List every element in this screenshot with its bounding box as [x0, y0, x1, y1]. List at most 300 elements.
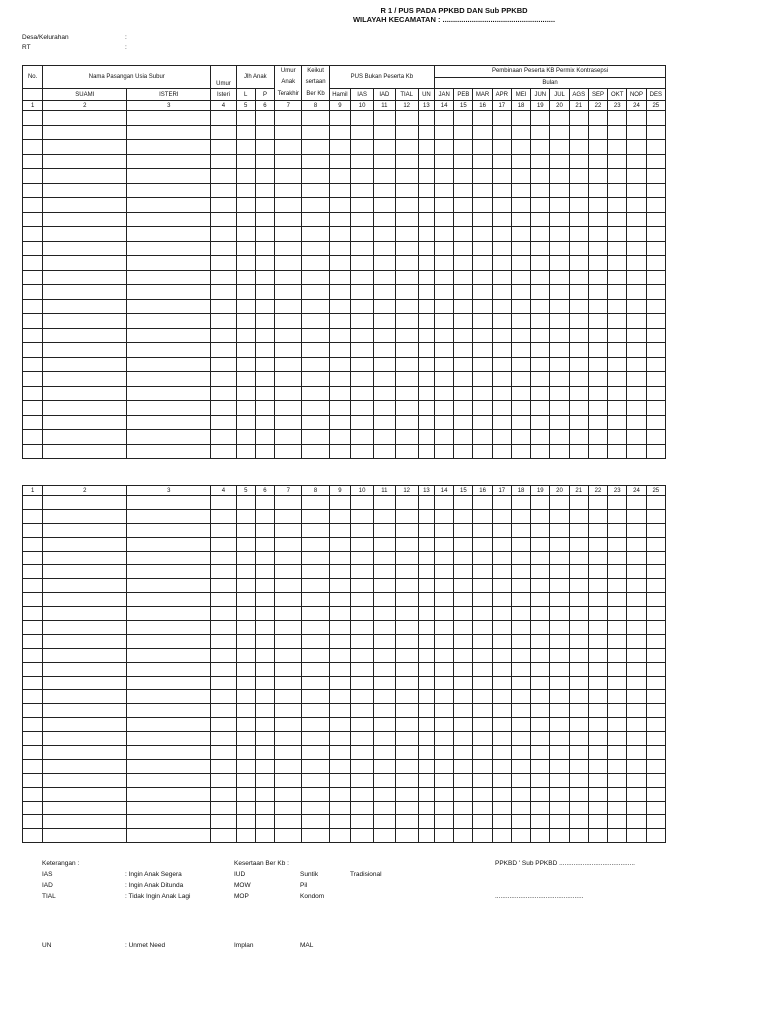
entry-cell[interactable] — [531, 621, 550, 635]
entry-cell[interactable] — [127, 357, 211, 372]
entry-cell[interactable] — [275, 537, 302, 551]
entry-cell[interactable] — [418, 241, 434, 256]
entry-cell[interactable] — [275, 256, 302, 271]
entry-cell[interactable] — [569, 415, 588, 430]
entry-cell[interactable] — [588, 551, 607, 565]
entry-cell[interactable] — [302, 343, 329, 358]
entry-cell[interactable] — [588, 343, 607, 358]
entry-cell[interactable] — [350, 401, 373, 416]
entry-cell[interactable] — [275, 227, 302, 242]
entry-cell[interactable] — [43, 593, 127, 607]
entry-cell[interactable] — [255, 732, 274, 746]
entry-cell[interactable] — [492, 746, 511, 760]
entry-cell[interactable] — [211, 690, 236, 704]
entry-cell[interactable] — [588, 718, 607, 732]
entry-cell[interactable] — [511, 256, 530, 271]
entry-cell[interactable] — [550, 704, 569, 718]
entry-cell[interactable] — [211, 593, 236, 607]
entry-cell[interactable] — [569, 815, 588, 829]
entry-cell[interactable] — [275, 621, 302, 635]
entry-cell[interactable] — [418, 299, 434, 314]
entry-cell[interactable] — [211, 401, 236, 416]
entry-cell[interactable] — [435, 704, 454, 718]
entry-cell[interactable] — [23, 343, 43, 358]
entry-cell[interactable] — [473, 241, 492, 256]
entry-cell[interactable] — [43, 415, 127, 430]
entry-cell[interactable] — [531, 140, 550, 155]
entry-cell[interactable] — [302, 496, 329, 510]
entry-cell[interactable] — [608, 140, 627, 155]
entry-cell[interactable] — [646, 676, 665, 690]
entry-cell[interactable] — [550, 140, 569, 155]
entry-cell[interactable] — [435, 401, 454, 416]
entry-cell[interactable] — [454, 509, 473, 523]
entry-cell[interactable] — [23, 759, 43, 773]
entry-cell[interactable] — [127, 299, 211, 314]
entry-cell[interactable] — [473, 444, 492, 459]
entry-cell[interactable] — [511, 198, 530, 213]
entry-cell[interactable] — [492, 565, 511, 579]
entry-cell[interactable] — [473, 183, 492, 198]
entry-cell[interactable] — [646, 648, 665, 662]
entry-cell[interactable] — [550, 401, 569, 416]
entry-cell[interactable] — [646, 372, 665, 387]
entry-cell[interactable] — [275, 829, 302, 843]
entry-cell[interactable] — [302, 415, 329, 430]
entry-cell[interactable] — [454, 198, 473, 213]
entry-cell[interactable] — [550, 314, 569, 329]
entry-cell[interactable] — [350, 328, 373, 343]
entry-cell[interactable] — [418, 704, 434, 718]
entry-cell[interactable] — [550, 270, 569, 285]
entry-cell[interactable] — [302, 227, 329, 242]
entry-cell[interactable] — [492, 198, 511, 213]
entry-cell[interactable] — [127, 343, 211, 358]
entry-cell[interactable] — [435, 227, 454, 242]
entry-cell[interactable] — [608, 829, 627, 843]
entry-cell[interactable] — [302, 125, 329, 140]
entry-cell[interactable] — [588, 634, 607, 648]
entry-cell[interactable] — [374, 621, 395, 635]
entry-cell[interactable] — [236, 111, 255, 126]
entry-cell[interactable] — [473, 634, 492, 648]
entry-cell[interactable] — [275, 343, 302, 358]
entry-cell[interactable] — [418, 829, 434, 843]
entry-cell[interactable] — [127, 565, 211, 579]
entry-cell[interactable] — [374, 314, 395, 329]
entry-cell[interactable] — [531, 537, 550, 551]
entry-cell[interactable] — [550, 509, 569, 523]
entry-cell[interactable] — [627, 270, 646, 285]
entry-cell[interactable] — [454, 607, 473, 621]
entry-cell[interactable] — [531, 270, 550, 285]
entry-cell[interactable] — [418, 285, 434, 300]
entry-cell[interactable] — [511, 241, 530, 256]
entry-cell[interactable] — [550, 212, 569, 227]
entry-cell[interactable] — [302, 787, 329, 801]
entry-cell[interactable] — [275, 565, 302, 579]
entry-cell[interactable] — [550, 285, 569, 300]
entry-cell[interactable] — [473, 415, 492, 430]
entry-cell[interactable] — [569, 314, 588, 329]
entry-cell[interactable] — [608, 759, 627, 773]
entry-cell[interactable] — [302, 198, 329, 213]
entry-cell[interactable] — [23, 704, 43, 718]
entry-cell[interactable] — [127, 198, 211, 213]
entry-cell[interactable] — [473, 787, 492, 801]
entry-cell[interactable] — [627, 621, 646, 635]
entry-cell[interactable] — [418, 718, 434, 732]
entry-cell[interactable] — [531, 759, 550, 773]
entry-cell[interactable] — [395, 212, 418, 227]
entry-cell[interactable] — [329, 125, 350, 140]
entry-cell[interactable] — [127, 704, 211, 718]
entry-cell[interactable] — [454, 357, 473, 372]
entry-cell[interactable] — [569, 648, 588, 662]
entry-cell[interactable] — [395, 676, 418, 690]
entry-cell[interactable] — [511, 285, 530, 300]
entry-cell[interactable] — [454, 829, 473, 843]
entry-cell[interactable] — [569, 773, 588, 787]
entry-cell[interactable] — [569, 732, 588, 746]
entry-cell[interactable] — [350, 154, 373, 169]
entry-cell[interactable] — [627, 299, 646, 314]
entry-cell[interactable] — [418, 154, 434, 169]
entry-cell[interactable] — [127, 270, 211, 285]
entry-cell[interactable] — [395, 773, 418, 787]
entry-cell[interactable] — [43, 140, 127, 155]
entry-cell[interactable] — [646, 704, 665, 718]
entry-cell[interactable] — [275, 430, 302, 445]
entry-cell[interactable] — [569, 212, 588, 227]
entry-cell[interactable] — [350, 285, 373, 300]
entry-cell[interactable] — [588, 328, 607, 343]
entry-cell[interactable] — [418, 523, 434, 537]
entry-cell[interactable] — [550, 718, 569, 732]
entry-cell[interactable] — [302, 212, 329, 227]
entry-cell[interactable] — [454, 496, 473, 510]
entry-cell[interactable] — [418, 690, 434, 704]
entry-cell[interactable] — [646, 256, 665, 271]
entry-cell[interactable] — [608, 415, 627, 430]
entry-cell[interactable] — [627, 690, 646, 704]
entry-cell[interactable] — [43, 676, 127, 690]
entry-cell[interactable] — [329, 241, 350, 256]
entry-cell[interactable] — [275, 270, 302, 285]
entry-cell[interactable] — [608, 801, 627, 815]
entry-cell[interactable] — [550, 829, 569, 843]
entry-cell[interactable] — [492, 154, 511, 169]
entry-cell[interactable] — [646, 430, 665, 445]
entry-cell[interactable] — [418, 401, 434, 416]
entry-cell[interactable] — [23, 415, 43, 430]
entry-cell[interactable] — [329, 704, 350, 718]
entry-cell[interactable] — [473, 386, 492, 401]
entry-cell[interactable] — [588, 593, 607, 607]
entry-cell[interactable] — [43, 169, 127, 184]
entry-cell[interactable] — [275, 732, 302, 746]
entry-cell[interactable] — [418, 430, 434, 445]
entry-cell[interactable] — [569, 444, 588, 459]
entry-cell[interactable] — [351, 732, 374, 746]
entry-cell[interactable] — [395, 662, 418, 676]
entry-cell[interactable] — [550, 690, 569, 704]
entry-cell[interactable] — [329, 732, 350, 746]
entry-cell[interactable] — [627, 372, 646, 387]
entry-cell[interactable] — [275, 718, 302, 732]
entry-cell[interactable] — [550, 343, 569, 358]
entry-cell[interactable] — [275, 593, 302, 607]
entry-cell[interactable] — [531, 801, 550, 815]
entry-cell[interactable] — [550, 815, 569, 829]
entry-cell[interactable] — [569, 227, 588, 242]
entry-cell[interactable] — [550, 621, 569, 635]
entry-cell[interactable] — [127, 690, 211, 704]
entry-cell[interactable] — [569, 299, 588, 314]
entry-cell[interactable] — [492, 386, 511, 401]
entry-cell[interactable] — [588, 759, 607, 773]
entry-cell[interactable] — [418, 634, 434, 648]
entry-cell[interactable] — [608, 212, 627, 227]
entry-cell[interactable] — [531, 704, 550, 718]
entry-cell[interactable] — [531, 746, 550, 760]
entry-cell[interactable] — [588, 523, 607, 537]
entry-cell[interactable] — [435, 676, 454, 690]
entry-cell[interactable] — [236, 285, 255, 300]
entry-cell[interactable] — [395, 241, 418, 256]
entry-cell[interactable] — [435, 829, 454, 843]
entry-cell[interactable] — [473, 270, 492, 285]
entry-cell[interactable] — [569, 241, 588, 256]
entry-cell[interactable] — [275, 299, 302, 314]
entry-cell[interactable] — [350, 169, 373, 184]
entry-cell[interactable] — [627, 551, 646, 565]
entry-cell[interactable] — [531, 183, 550, 198]
entry-cell[interactable] — [418, 372, 434, 387]
entry-cell[interactable] — [255, 227, 274, 242]
entry-cell[interactable] — [627, 648, 646, 662]
entry-cell[interactable] — [23, 829, 43, 843]
entry-cell[interactable] — [395, 607, 418, 621]
entry-cell[interactable] — [418, 444, 434, 459]
entry-cell[interactable] — [275, 634, 302, 648]
entry-cell[interactable] — [435, 509, 454, 523]
entry-cell[interactable] — [329, 759, 350, 773]
entry-cell[interactable] — [435, 328, 454, 343]
entry-cell[interactable] — [329, 787, 350, 801]
entry-cell[interactable] — [418, 732, 434, 746]
entry-cell[interactable] — [329, 773, 350, 787]
entry-cell[interactable] — [351, 746, 374, 760]
entry-cell[interactable] — [435, 183, 454, 198]
entry-cell[interactable] — [127, 634, 211, 648]
entry-cell[interactable] — [511, 607, 530, 621]
entry-cell[interactable] — [492, 212, 511, 227]
entry-cell[interactable] — [275, 198, 302, 213]
entry-cell[interactable] — [569, 634, 588, 648]
entry-cell[interactable] — [127, 662, 211, 676]
entry-cell[interactable] — [211, 241, 236, 256]
entry-cell[interactable] — [255, 140, 274, 155]
entry-cell[interactable] — [454, 299, 473, 314]
entry-cell[interactable] — [23, 773, 43, 787]
entry-cell[interactable] — [127, 111, 211, 126]
entry-cell[interactable] — [374, 343, 395, 358]
entry-cell[interactable] — [374, 154, 395, 169]
entry-cell[interactable] — [550, 256, 569, 271]
entry-cell[interactable] — [608, 270, 627, 285]
entry-cell[interactable] — [211, 787, 236, 801]
entry-cell[interactable] — [236, 328, 255, 343]
entry-cell[interactable] — [374, 704, 395, 718]
entry-cell[interactable] — [550, 634, 569, 648]
entry-cell[interactable] — [492, 140, 511, 155]
entry-cell[interactable] — [531, 415, 550, 430]
entry-cell[interactable] — [127, 372, 211, 387]
entry-cell[interactable] — [43, 537, 127, 551]
entry-cell[interactable] — [236, 386, 255, 401]
entry-cell[interactable] — [127, 732, 211, 746]
entry-cell[interactable] — [127, 593, 211, 607]
entry-cell[interactable] — [454, 732, 473, 746]
entry-cell[interactable] — [569, 198, 588, 213]
entry-cell[interactable] — [531, 256, 550, 271]
entry-cell[interactable] — [492, 690, 511, 704]
entry-cell[interactable] — [127, 256, 211, 271]
entry-cell[interactable] — [473, 829, 492, 843]
entry-cell[interactable] — [329, 401, 350, 416]
entry-cell[interactable] — [627, 496, 646, 510]
entry-cell[interactable] — [588, 537, 607, 551]
entry-cell[interactable] — [608, 401, 627, 416]
entry-cell[interactable] — [255, 787, 274, 801]
entry-cell[interactable] — [627, 430, 646, 445]
entry-cell[interactable] — [646, 314, 665, 329]
entry-cell[interactable] — [492, 787, 511, 801]
entry-cell[interactable] — [418, 343, 434, 358]
entry-cell[interactable] — [374, 690, 395, 704]
entry-cell[interactable] — [473, 299, 492, 314]
entry-cell[interactable] — [492, 241, 511, 256]
entry-cell[interactable] — [236, 154, 255, 169]
entry-cell[interactable] — [454, 718, 473, 732]
entry-cell[interactable] — [492, 676, 511, 690]
entry-cell[interactable] — [43, 523, 127, 537]
entry-cell[interactable] — [454, 314, 473, 329]
entry-cell[interactable] — [646, 386, 665, 401]
entry-cell[interactable] — [646, 154, 665, 169]
entry-cell[interactable] — [454, 634, 473, 648]
entry-cell[interactable] — [329, 634, 350, 648]
entry-cell[interactable] — [211, 704, 236, 718]
entry-cell[interactable] — [275, 125, 302, 140]
entry-cell[interactable] — [23, 227, 43, 242]
entry-cell[interactable] — [211, 256, 236, 271]
entry-cell[interactable] — [454, 648, 473, 662]
entry-cell[interactable] — [608, 183, 627, 198]
entry-cell[interactable] — [473, 704, 492, 718]
entry-cell[interactable] — [627, 815, 646, 829]
entry-cell[interactable] — [255, 759, 274, 773]
entry-cell[interactable] — [473, 718, 492, 732]
entry-cell[interactable] — [329, 256, 350, 271]
entry-cell[interactable] — [275, 357, 302, 372]
entry-cell[interactable] — [329, 676, 350, 690]
entry-cell[interactable] — [302, 314, 329, 329]
entry-cell[interactable] — [255, 386, 274, 401]
entry-cell[interactable] — [43, 198, 127, 213]
entry-cell[interactable] — [627, 662, 646, 676]
entry-cell[interactable] — [302, 579, 329, 593]
entry-cell[interactable] — [550, 773, 569, 787]
entry-cell[interactable] — [454, 565, 473, 579]
entry-cell[interactable] — [588, 732, 607, 746]
entry-cell[interactable] — [492, 401, 511, 416]
entry-cell[interactable] — [492, 579, 511, 593]
entry-cell[interactable] — [550, 111, 569, 126]
entry-cell[interactable] — [374, 759, 395, 773]
entry-cell[interactable] — [511, 704, 530, 718]
entry-cell[interactable] — [127, 551, 211, 565]
entry-cell[interactable] — [23, 256, 43, 271]
entry-cell[interactable] — [43, 256, 127, 271]
entry-cell[interactable] — [550, 565, 569, 579]
entry-cell[interactable] — [569, 154, 588, 169]
entry-cell[interactable] — [454, 551, 473, 565]
entry-cell[interactable] — [211, 815, 236, 829]
entry-cell[interactable] — [627, 125, 646, 140]
entry-cell[interactable] — [511, 227, 530, 242]
entry-cell[interactable] — [236, 759, 255, 773]
entry-cell[interactable] — [646, 537, 665, 551]
entry-cell[interactable] — [127, 746, 211, 760]
entry-cell[interactable] — [492, 496, 511, 510]
entry-cell[interactable] — [395, 256, 418, 271]
entry-cell[interactable] — [588, 241, 607, 256]
entry-cell[interactable] — [492, 111, 511, 126]
entry-cell[interactable] — [211, 579, 236, 593]
entry-cell[interactable] — [329, 212, 350, 227]
entry-cell[interactable] — [473, 746, 492, 760]
entry-cell[interactable] — [351, 718, 374, 732]
entry-cell[interactable] — [211, 198, 236, 213]
entry-cell[interactable] — [435, 343, 454, 358]
entry-cell[interactable] — [588, 415, 607, 430]
entry-cell[interactable] — [351, 509, 374, 523]
entry-cell[interactable] — [255, 593, 274, 607]
entry-cell[interactable] — [127, 523, 211, 537]
entry-cell[interactable] — [395, 444, 418, 459]
entry-cell[interactable] — [302, 704, 329, 718]
entry-cell[interactable] — [473, 430, 492, 445]
entry-cell[interactable] — [329, 386, 350, 401]
entry-cell[interactable] — [43, 270, 127, 285]
entry-cell[interactable] — [608, 523, 627, 537]
entry-cell[interactable] — [329, 621, 350, 635]
entry-cell[interactable] — [395, 593, 418, 607]
entry-cell[interactable] — [627, 241, 646, 256]
entry-cell[interactable] — [473, 579, 492, 593]
entry-cell[interactable] — [236, 125, 255, 140]
entry-cell[interactable] — [435, 270, 454, 285]
entry-cell[interactable] — [473, 607, 492, 621]
entry-cell[interactable] — [511, 357, 530, 372]
entry-cell[interactable] — [395, 815, 418, 829]
entry-cell[interactable] — [418, 537, 434, 551]
entry-cell[interactable] — [454, 621, 473, 635]
entry-cell[interactable] — [473, 773, 492, 787]
entry-cell[interactable] — [23, 634, 43, 648]
